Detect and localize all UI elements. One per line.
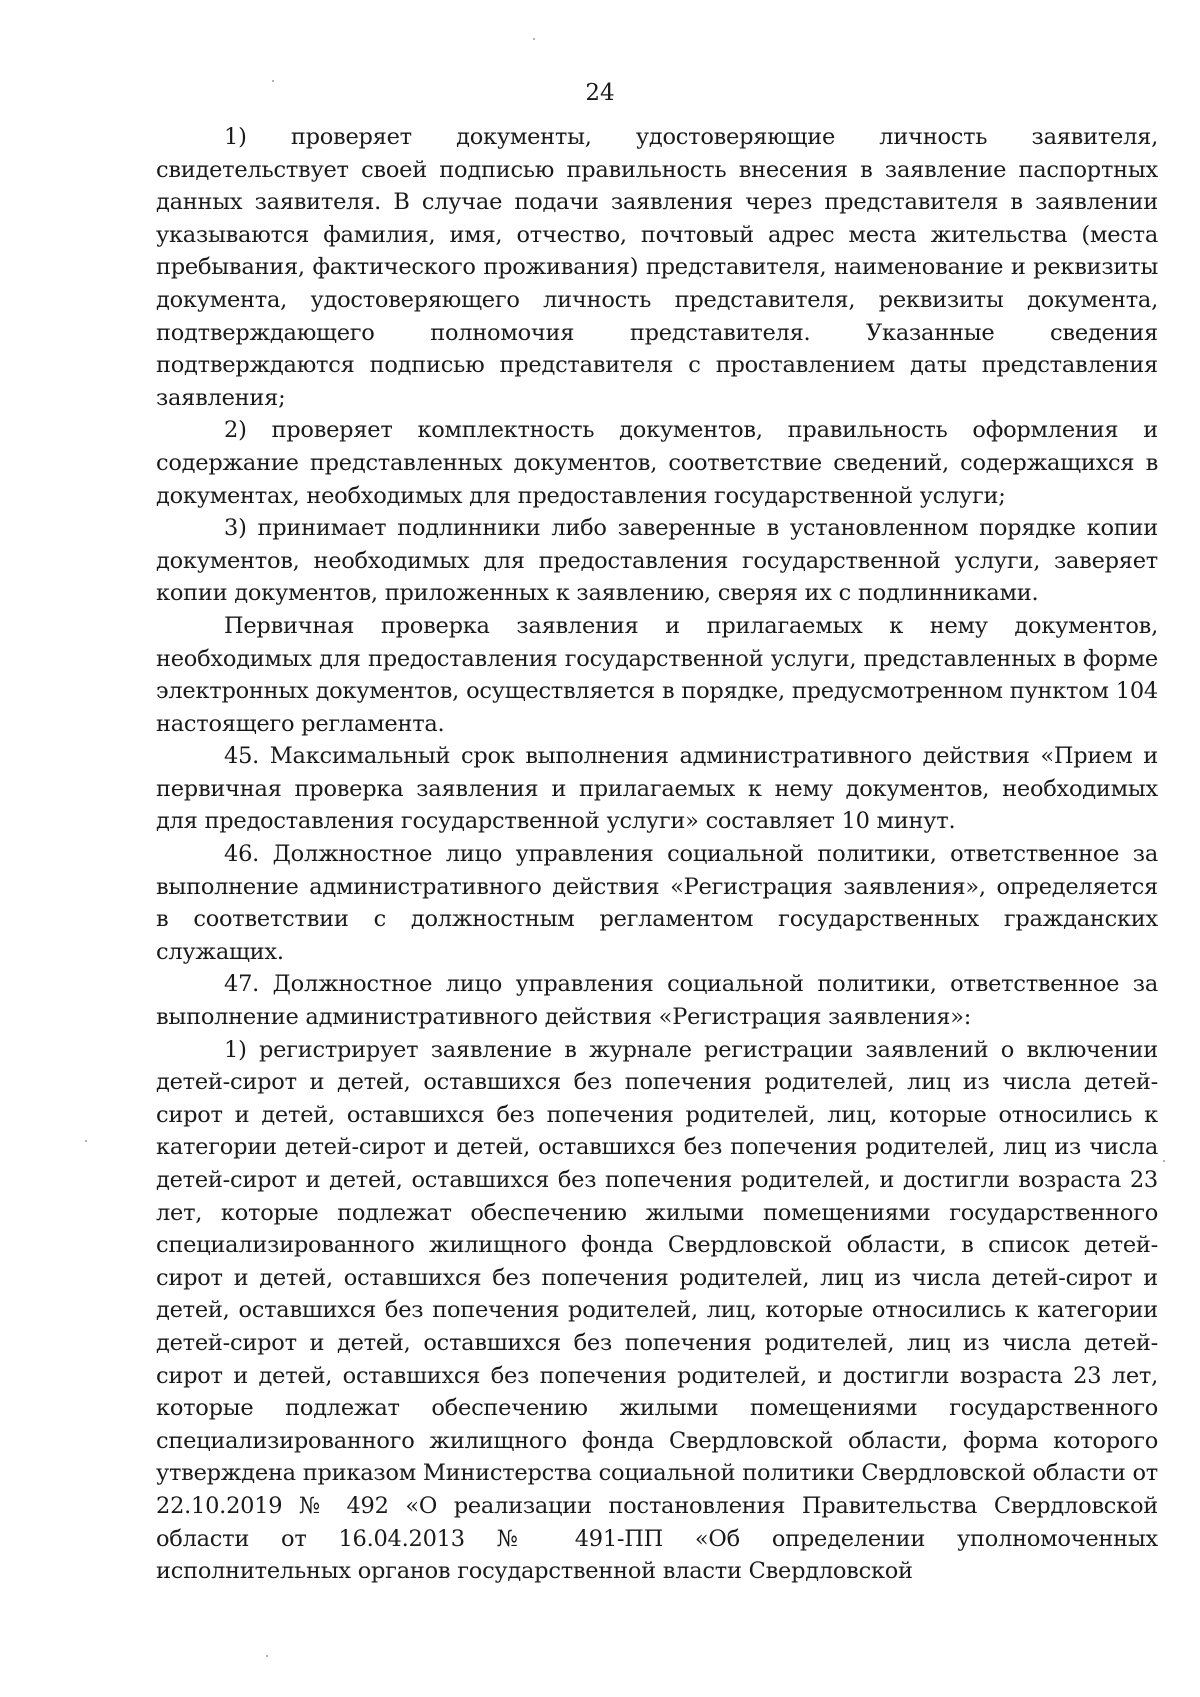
paragraph-primary-check: Первичная проверка заявления и прилагаемых к нему документов, необходимых для предоставления государственной услуги, представленных в форме электронных документов, осуществляется в порядке, предусмотренном пунктом 104 настоящего регламента.	[156, 612, 1158, 737]
paragraph-section-47: 47. Должностное лицо управления социальной политики, ответственное за выполнение административного действия «Регистрация заявления»:	[156, 971, 1158, 1031]
scan-speck	[533, 38, 535, 40]
paragraph-item-1-passport-check: 1) проверяет документы, удостоверяющие личность заявителя, свидетельствует своей подписью правильность внесения в заявление паспортных данных заявителя. В случае подачи заявления через представителя в заявлении указываются фамилия, имя, отчество, почтовый адрес места жительства (места пребывания, фактического проживания) представителя, наименование и реквизиты документа, удостоверяющего личность представителя, реквизиты документа, подтверждающего полномочия представителя. Указанные сведения подтверждаются подписью представителя с проставлением даты представления заявления;	[156, 124, 1158, 411]
paragraph-item-2-completeness-check: 2) проверяет комплектность документов, правильность оформления и содержание представленных документов, соответствие сведений, содержащихся в документах, необходимых для предоставления государственной услуги;	[156, 417, 1158, 509]
scan-speck	[272, 80, 274, 82]
paragraph-item-3-accept-originals: 3) принимает подлинники либо заверенные в установленном порядке копии документов, необходимых для предоставления государственной услуги, заверяет копии документов, приложенных к заявлению, сверяя их с подлинниками.	[156, 515, 1158, 607]
document-body	[156, 121, 1158, 1588]
scan-speck	[266, 1655, 268, 1657]
paragraph-item-1-registration: 1) регистрирует заявление в журнале регистрации заявлений о включении детей-сирот и детей, оставшихся без попечения родителей, лиц из числа детей-сирот и детей, оставшихся без попечения родителей, лиц, которые относились к категории детей-сирот и детей, оставшихся без попечения родителей, лиц из числа детей-сирот и детей, оставшихся без попечения родителей, и достигли возраста 23 лет, которые подлежат обеспечению жилыми помещениями государственного специализированного жилищного фонда Свердловской области, в список детей-сирот и детей, оставшихся без попечения родителей, лиц из числа детей-сирот и детей, оставшихся без попечения родителей, лиц, которые относились к категории детей-сирот и детей, оставшихся без попечения родителей, лиц из числа детей-сирот и детей, оставшихся без попечения родителей, и достигли возраста 23 лет, которые подлежат обеспечению жилыми помещениями государственного специализированного жилищного фонда Свердловской области, форма которого утверждена приказом Министерства социальной политики Свердловской области от 22.10.2019 № 492 «О реализации постановления Правительства Свердловской области от 16.04.2013 № 491-ПП «Об определении уполномоченных исполнительных органов государственной власти Свердловской	[156, 1036, 1158, 1585]
paragraph-section-46: 46. Должностное лицо управления социальной политики, ответственное за выполнение административного действия «Регистрация заявления», определяется в соответствии с должностным регламентом государственных гражданских служащих.	[156, 841, 1158, 965]
scan-speck	[1163, 1160, 1165, 1162]
scan-speck	[85, 1140, 87, 1142]
page-number: 24	[585, 80, 615, 106]
paragraph-section-45: 45. Максимальный срок выполнения административного действия «Прием и первичная проверка заявления и прилагаемых к нему документов, необходимых для предоставления государственной услуги» составляет 10 минут.	[156, 743, 1158, 835]
